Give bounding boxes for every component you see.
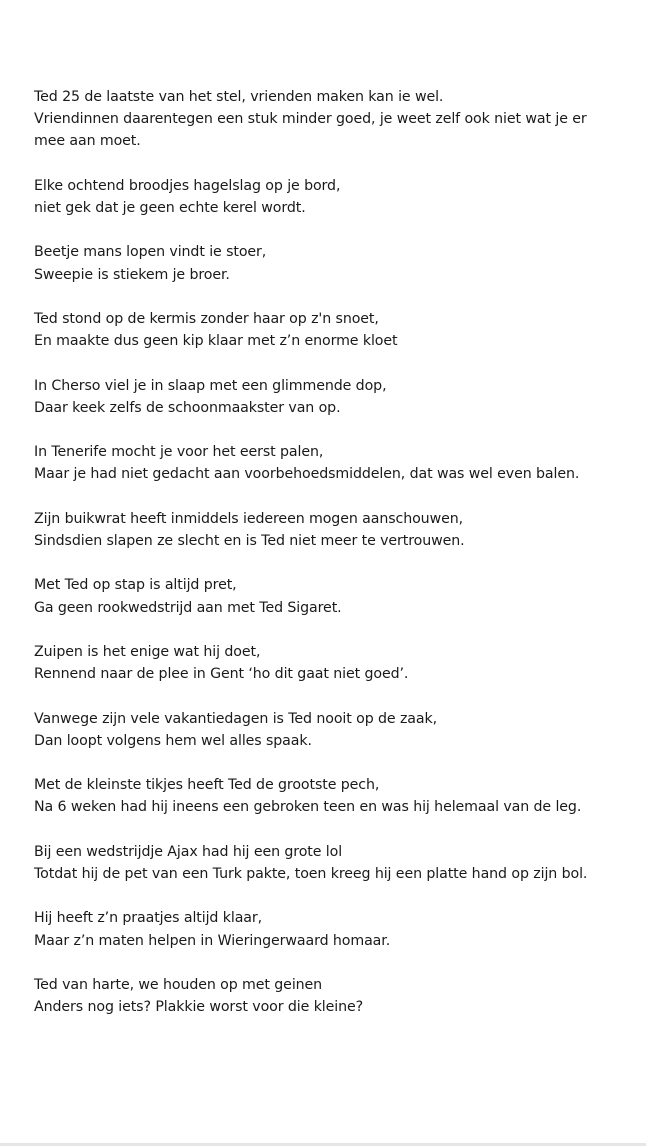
poem-line: Anders nog iets? Plakkie worst voor die kleine? xyxy=(34,999,364,1016)
stanza xyxy=(34,175,634,219)
stanza xyxy=(34,574,634,618)
poem-line: In Tenerife mocht je voor het eerst palen, xyxy=(34,444,324,461)
poem-line: Na 6 weken had hij ineens een gebroken teen en was hij helemaal van de leg. xyxy=(34,799,582,816)
poem-line: Ted van harte, we houden op met geinen xyxy=(34,976,323,993)
poem-line: Hij heeft z’n praatjes altijd klaar, xyxy=(34,910,263,927)
poem-line: Vriendinnen daarentegen een stuk minder goed, je weet zelf ook niet wat je er mee aan moet. xyxy=(34,111,587,150)
poem-line: Dan loopt volgens hem wel alles spaak. xyxy=(34,732,312,749)
poem-line: Daar keek zelfs de schoonmaakster van op. xyxy=(34,399,341,416)
poem-line: Rennend naar de plee in Gent ‘ho dit gaat niet goed’. xyxy=(34,666,409,683)
poem-line: Met Ted op stap is altijd pret, xyxy=(34,577,237,594)
poem-line: Ga geen rookwedstrijd aan met Ted Sigaret. xyxy=(34,599,342,616)
poem-line: Maar je had niet gedacht aan voorbehoedsmiddelen, dat was wel even balen. xyxy=(34,466,580,483)
poem-line: Met de kleinste tikjes heeft Ted de grootste pech, xyxy=(34,777,380,794)
poem-line: Ted stond op de kermis zonder haar op z'n snoet, xyxy=(34,310,379,327)
stanza xyxy=(34,308,634,352)
stanza xyxy=(34,708,634,752)
poem-line: Bij een wedstrijdje Ajax had hij een grote lol xyxy=(34,843,343,860)
stanza xyxy=(34,641,634,685)
stanza xyxy=(34,774,634,818)
poem-line: Vanwege zijn vele vakantiedagen is Ted nooit op de zaak, xyxy=(34,710,438,727)
stanza xyxy=(34,86,634,153)
poem-body xyxy=(34,86,634,1041)
stanza xyxy=(34,241,634,285)
poem-line: Elke ochtend broodjes hagelslag op je bord, xyxy=(34,177,341,194)
poem-line: Totdat hij de pet van een Turk pakte, toen kreeg hij een platte hand op zijn bol. xyxy=(34,865,588,882)
poem-line: En maakte dus geen kip klaar met z’n enorme kloet xyxy=(34,333,398,350)
poem-line: Zijn buikwrat heeft inmiddels iedereen mogen aanschouwen, xyxy=(34,510,464,527)
poem-line: Beetje mans lopen vindt ie stoer, xyxy=(34,244,267,261)
poem-line: Maar z’n maten helpen in Wieringerwaard homaar. xyxy=(34,932,391,949)
poem-line: Ted 25 de laatste van het stel, vrienden maken kan ie wel. xyxy=(34,89,444,105)
stanza xyxy=(34,907,634,951)
poem-line: Sweepie is stiekem je broer. xyxy=(34,266,230,283)
stanza xyxy=(34,375,634,419)
stanza xyxy=(34,974,634,1018)
poem-line: niet gek dat je geen echte kerel wordt. xyxy=(34,200,306,216)
poem-line: Zuipen is het enige wat hij doet, xyxy=(34,643,261,660)
stanza xyxy=(34,508,634,552)
stanza xyxy=(34,441,634,485)
poem-line: Sindsdien slapen ze slecht en is Ted niet meer te vertrouwen. xyxy=(34,532,465,549)
poem-line: In Cherso viel je in slaap met een glimmende dop, xyxy=(34,377,387,394)
stanza xyxy=(34,841,634,885)
